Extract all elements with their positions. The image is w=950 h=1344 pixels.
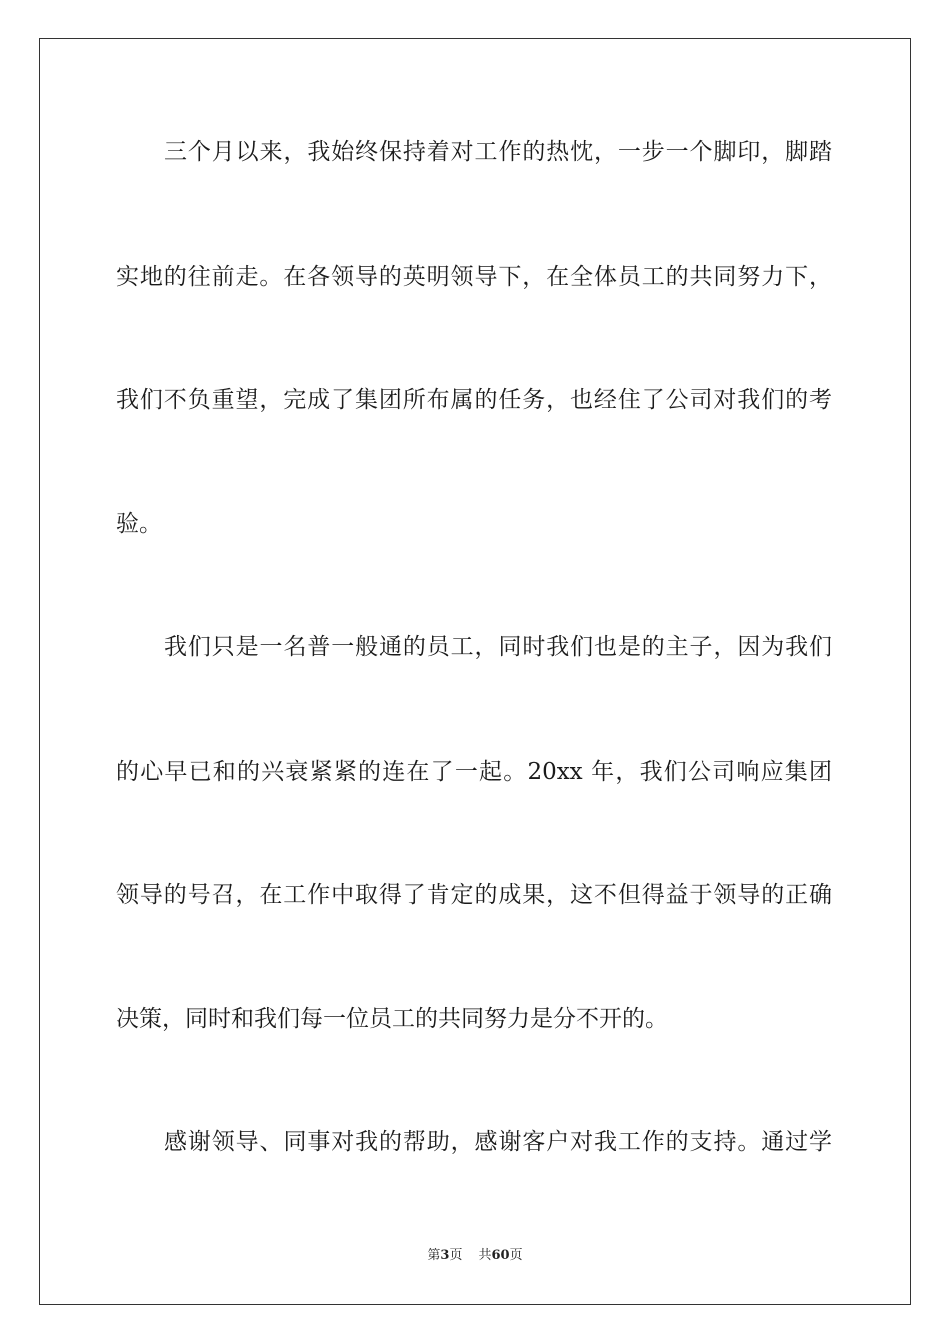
footer-page-number: 3 — [440, 1248, 450, 1263]
footer-page-prefix: 第 — [427, 1248, 441, 1263]
paragraph-2-line-2: 的心早已和的兴衰紧紧的连在了一起。20xx 年，我们公司响应集团 — [116, 759, 832, 785]
footer-total-prefix: 共 — [478, 1248, 492, 1263]
page-border — [39, 38, 911, 1305]
page-footer — [0, 1247, 950, 1265]
paragraph-2-line-3: 领导的号召，在工作中取得了肯定的成果，这不但得益于领导的正确 — [116, 882, 832, 908]
footer-total-pages: 60 — [491, 1248, 510, 1263]
paragraph-2-line-4: 决策，同时和我们每一位员工的共同努力是分不开的。 — [116, 1006, 668, 1032]
paragraph-3-line-1: 感谢领导、同事对我的帮助，感谢客户对我工作的支持。通过学 — [164, 1129, 832, 1155]
footer-total-suffix: 页 — [509, 1248, 523, 1263]
footer-page-suffix: 页 — [449, 1248, 463, 1263]
paragraph-1-line-4: 验。 — [116, 511, 162, 537]
paragraph-1-line-1: 三个月以来，我始终保持着对工作的热忱，一步一个脚印，脚踏 — [164, 139, 832, 165]
paragraph-2-line-1: 我们只是一名普一般通的员工，同时我们也是的主子，因为我们 — [164, 634, 832, 660]
paragraph-1-line-3: 我们不负重望，完成了集团所布属的任务，也经住了公司对我们的考 — [116, 387, 832, 413]
paragraph-1-line-2: 实地的往前走。在各领导的英明领导下，在全体员工的共同努力下， — [116, 264, 832, 290]
